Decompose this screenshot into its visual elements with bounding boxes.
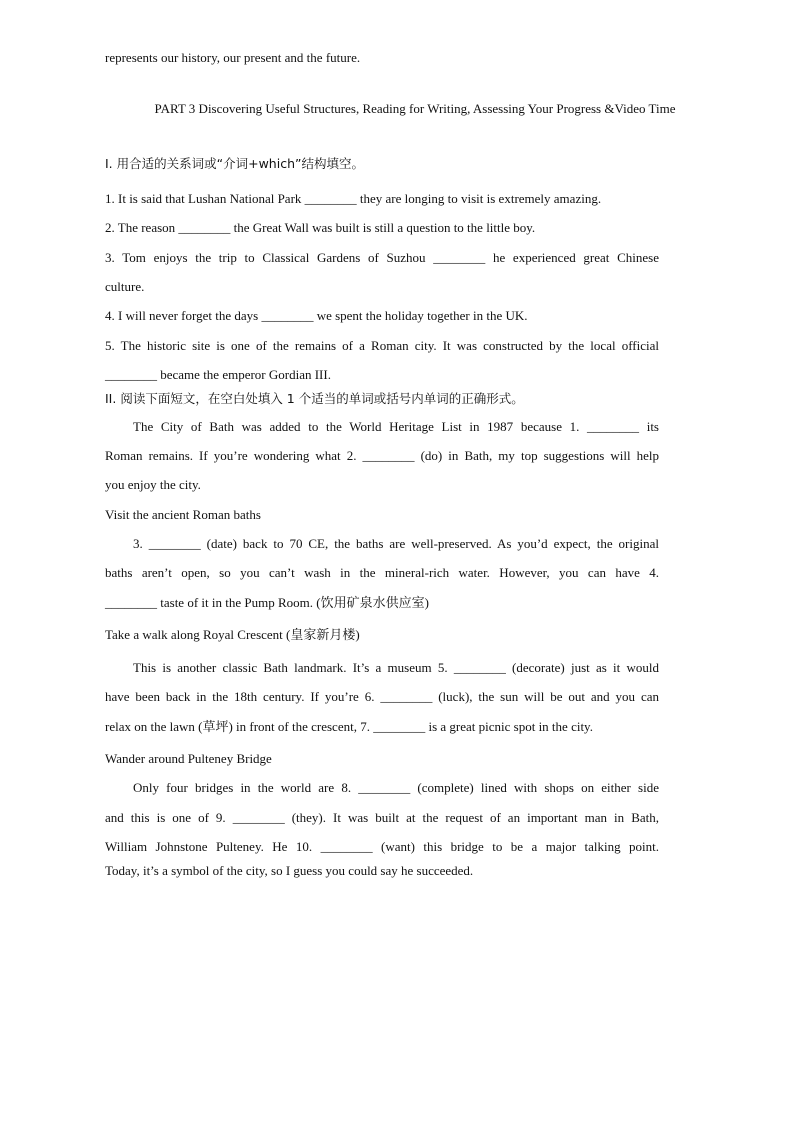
- question-1: 1. It is said that Lushan National Park ________ they are longing to visit is extremely amazing.: [105, 191, 602, 206]
- part-heading: PART 3 Discovering Useful Structures, Reading for Writing, Assessing Your Progress &Video Time: [154, 101, 676, 116]
- subheading-pulteney-bridge: Wander around Pulteney Bridge: [105, 751, 272, 766]
- paragraph-1-line-3: you enjoy the city.: [105, 477, 201, 492]
- paragraph-2-line-1: 3. ________ (date) back to 70 CE, the baths are well-preserved. As you’d expect, the original: [133, 536, 659, 551]
- paragraph-2-line-2: baths aren’t open, so you can’t wash in the mineral-rich water. However, you can have 4.: [105, 565, 659, 580]
- question-2: 2. The reason ________ the Great Wall was built is still a question to the little boy.: [105, 220, 536, 235]
- paragraph-4-line-1: Only four bridges in the world are 8. ________ (complete) lined with shops on either side: [133, 780, 659, 795]
- paragraph-4-line-4: Today, it’s a symbol of the city, so I guess you could say he succeeded.: [105, 863, 474, 878]
- question-3-line-1: 3. Tom enjoys the trip to Classical Gardens of Suzhou ________ he experienced great Chinese: [105, 250, 659, 265]
- paragraph-3-line-2: have been back in the 18th century. If you’re 6. ________ (luck), the sun will be out and you can: [105, 689, 659, 704]
- question-3-line-2: culture.: [105, 279, 145, 294]
- question-5-line-2: ________ became the emperor Gordian III.: [105, 367, 331, 382]
- paragraph-3-line-1: This is another classic Bath landmark. It’s a museum 5. ________ (decorate) just as it would: [133, 660, 659, 675]
- section1-heading: I. 用合适的关系词或“介词+which”结构填空。: [105, 156, 364, 171]
- intro-tail-text: represents our history, our present and the future.: [105, 50, 361, 65]
- subheading-roman-baths: Visit the ancient Roman baths: [105, 507, 261, 522]
- paragraph-1-line-2: Roman remains. If you’re wondering what 2. ________ (do) in Bath, my top suggestions will help: [105, 448, 659, 463]
- paragraph-4-line-3: William Johnstone Pulteney. He 10. ________ (want) this bridge to be a major talking point.: [105, 839, 659, 854]
- paragraph-1-line-1: The City of Bath was added to the World Heritage List in 1987 because 1. ________ its: [133, 419, 659, 434]
- paragraph-4-line-2: and this is one of 9. ________ (they). It was built at the request of an important man in Bath,: [105, 810, 659, 825]
- paragraph-3-line-3: relax on the lawn (草坪) in front of the crescent, 7. ________ is a great picnic spot in the city.: [105, 719, 593, 734]
- paragraph-2-line-3: ________ taste of it in the Pump Room. (饮用矿泉水供应室): [105, 595, 429, 610]
- subheading-royal-crescent: Take a walk along Royal Crescent (皇家新月楼): [105, 627, 360, 642]
- section2-heading: II. 阅读下面短文，在空白处填入 1 个适当的单词或括号内单词的正确形式。: [105, 391, 524, 406]
- question-5-line-1: 5. The historic site is one of the remains of a Roman city. It was constructed by the local official: [105, 338, 659, 353]
- question-4: 4. I will never forget the days ________ we spent the holiday together in the UK.: [105, 308, 528, 323]
